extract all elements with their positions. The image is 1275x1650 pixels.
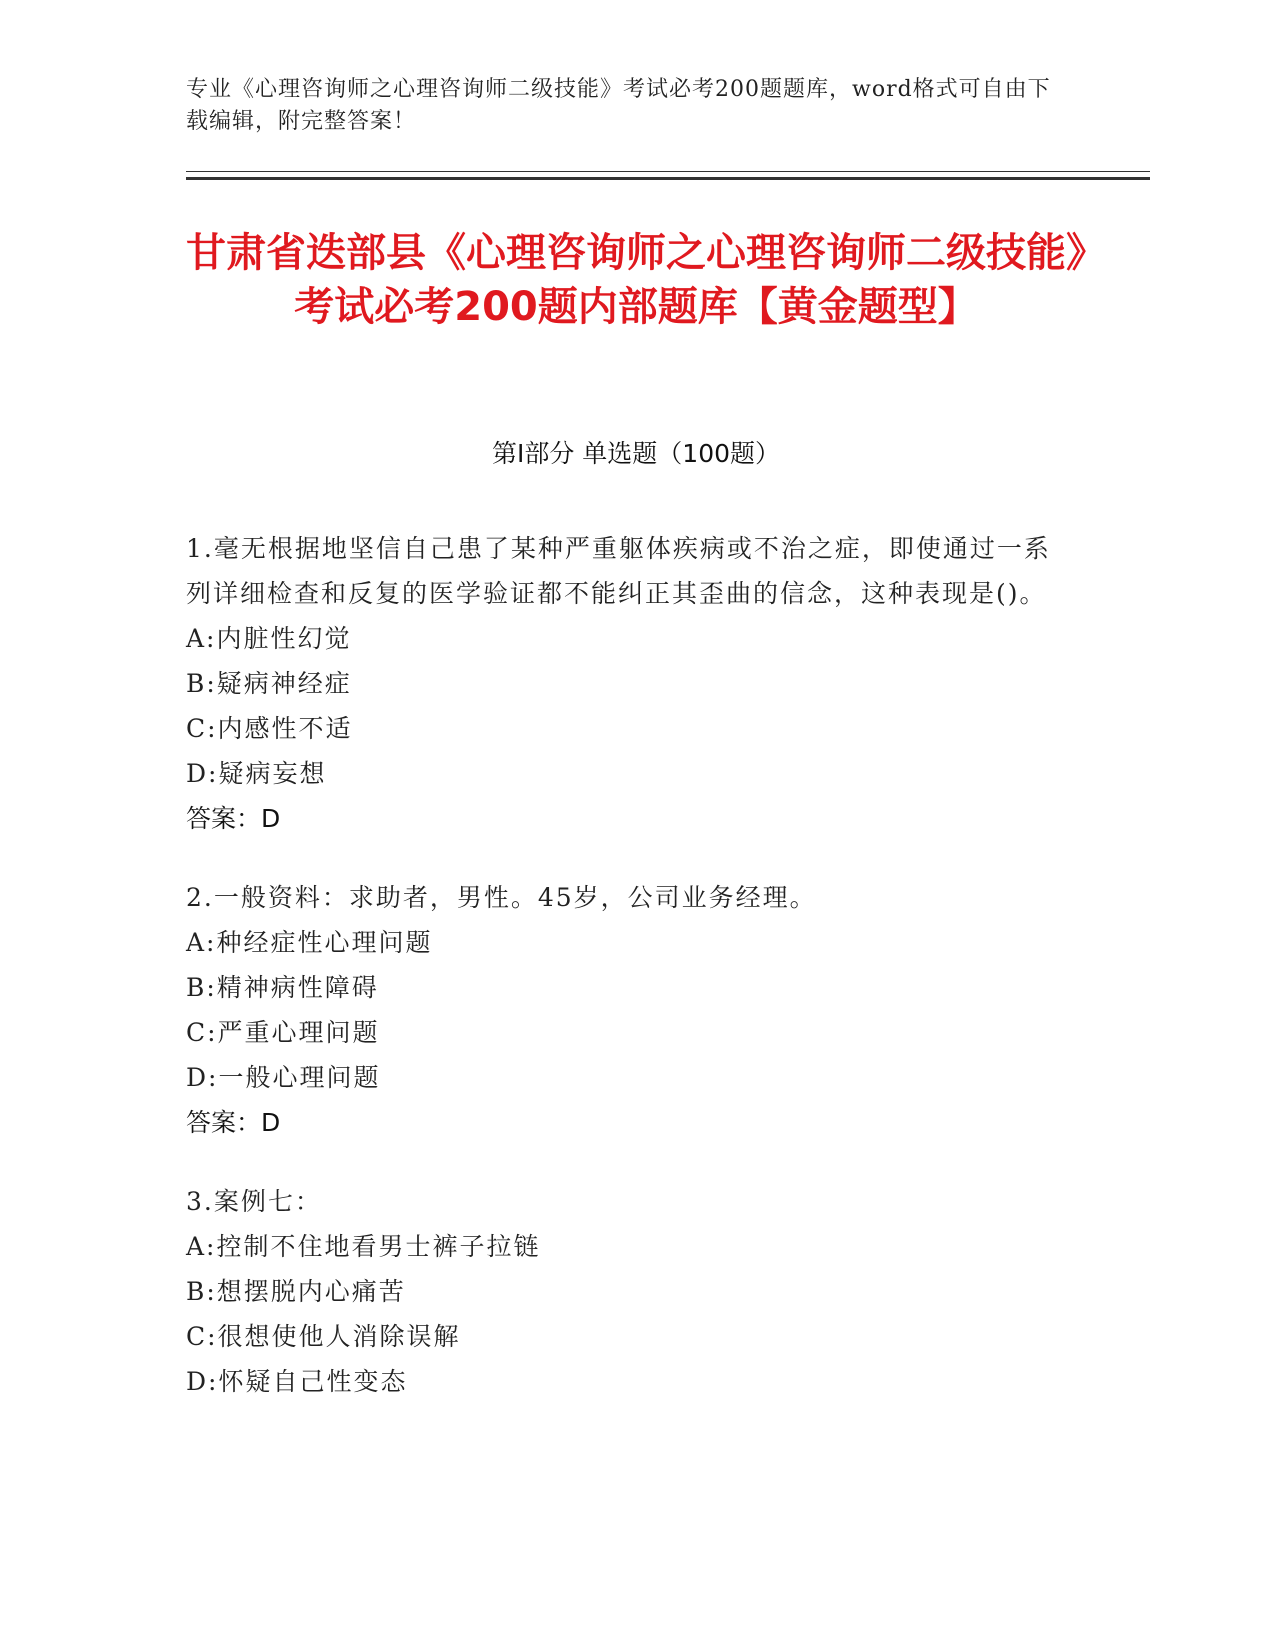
header-note: 专业《心理咨询师之心理咨询师二级技能》考试必考200题题库，word格式可自由下载编辑，附完整答案！ xyxy=(186,77,1051,134)
option-a: A:种经症性心理问题 xyxy=(186,928,433,957)
option-b: B:精神病性障碍 xyxy=(186,973,379,1002)
document-title: 甘肃省迭部县《心理咨询师之心理咨询师二级技能》考试必考200题内部题库【黄金题型】 xyxy=(186,230,1086,330)
question-text: 3.案例七： xyxy=(186,1187,322,1216)
option-c: C:严重心理问题 xyxy=(186,1018,380,1047)
option-c: C:很想使他人消除误解 xyxy=(186,1322,461,1351)
question-2 xyxy=(186,875,1066,1145)
option-a: A:内脏性幻觉 xyxy=(186,624,352,653)
question-1 xyxy=(186,526,1066,841)
answer-line: 答案：D xyxy=(186,804,281,833)
option-d: D:一般心理问题 xyxy=(186,1063,381,1092)
option-a: A:控制不住地看男士裤子拉链 xyxy=(186,1232,541,1261)
header-divider-thick xyxy=(186,177,1150,180)
option-d: D:疑病妄想 xyxy=(186,759,327,788)
option-c: C:内感性不适 xyxy=(186,714,353,743)
header-divider-thin xyxy=(186,171,1150,172)
option-d: D:怀疑自己性变态 xyxy=(186,1367,408,1396)
question-list xyxy=(186,526,1066,1438)
section-heading: 第I部分 单选题（100题） xyxy=(491,439,781,468)
question-3 xyxy=(186,1179,1066,1404)
option-b: B:想摆脱内心痛苦 xyxy=(186,1277,406,1306)
answer-line: 答案：D xyxy=(186,1108,281,1137)
question-text: 1.毫无根据地坚信自己患了某种严重躯体疾病或不治之症，即使通过一系列详细检查和反复的医学验证都不能纠正其歪曲的信念，这种表现是()。 xyxy=(186,534,1051,608)
option-b: B:疑病神经症 xyxy=(186,669,352,698)
question-text: 2.一般资料：求助者，男性。45岁，公司业务经理。 xyxy=(186,883,817,912)
